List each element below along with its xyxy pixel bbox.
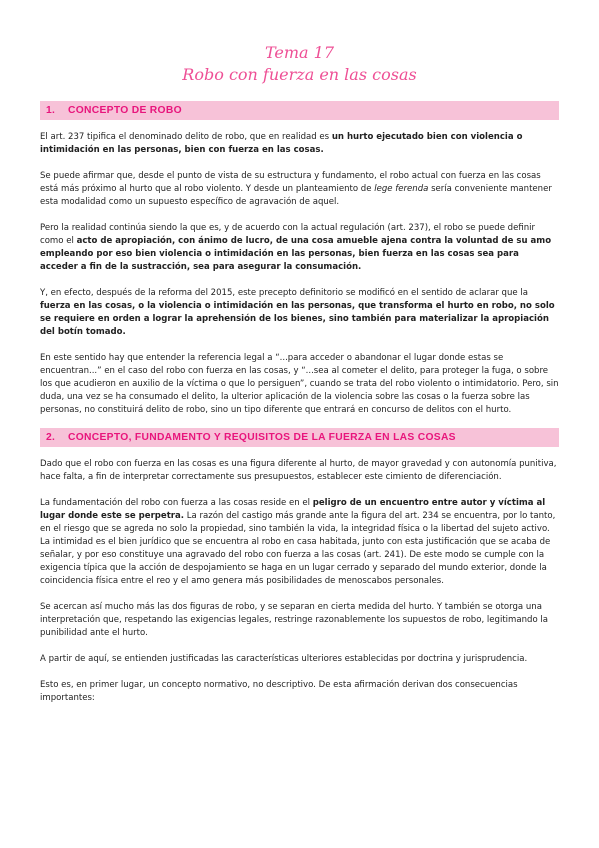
section-heading-2 — [40, 428, 559, 447]
paragraph-italic-text: lege ferenda — [374, 184, 429, 194]
paragraph-bold-text: un hurto ejecutado bien con violencia o intimidación en las personas, bien con fuerza en las cosas. — [40, 132, 523, 155]
paragraph-text: sería conveniente mantener esta modalidad como un supuesto específico de agravación de aquel. — [40, 184, 552, 207]
paragraph — [40, 497, 559, 588]
paragraph — [40, 170, 559, 209]
section-number: 2. — [46, 432, 56, 443]
paragraph-bold-text: peligro de un encuentro entre autor y víctima al lugar donde este se perpetra. — [40, 498, 546, 521]
paragraph-bold-text: acto de apropiación, con ánimo de lucro, de una cosa amueble ajena contra la voluntad de su amo empleando por eso bien violencia o intimidación en las personas, bien fuerza en las cosas sea para acceder a fin de la sustracción, sea para asegurar la consumación. — [40, 236, 552, 272]
paragraph — [40, 222, 559, 274]
paragraph-text: El art. 237 tipifica el denominado delito de robo, que en realidad es — [40, 132, 332, 142]
paragraph-text: La fundamentación del robo con fuerza a las cosas reside en el — [40, 498, 313, 508]
paragraph-text: La razón del castigo más grande ante la figura del art. 234 se encuentra, por lo tanto, en el riesgo que se agreda no solo la propiedad, sino también la vida, la integridad física o la libertad del sujeto activo. La intimidad es el bien jurídico que se encuentra al robo en casa habitada, junto con esta justificación que se acaba de señalar, y por eso constituye una agravado del robo con fuerza a las cosas (art. 241). De este modo se cumple con la exigencia típica que la acción de despojamiento se haga en un lugar cerrado y separado del mundo exterior, donde la coincidencia física entre el reo y el amo genera más posibilidades de menoscabos personales. — [40, 511, 556, 586]
paragraph: Esto es, en primer lugar, un concepto normativo, no descriptivo. De esta afirmación derivan dos consecuencias importantes: — [40, 680, 518, 703]
paragraph-text: Se puede afirmar que, desde el punto de vista de su estructura y fundamento, el robo actual con fuerza en las cosas está más próximo al hurto que al robo violento. Y desde un planteamiento de — [40, 171, 541, 194]
title-block — [40, 0, 559, 86]
paragraph-bold-text: fuerza en las cosas, o la violencia o intimidación en las personas, que transforma el hurto en robo, no solo se requiere en orden a lograr la aprehensión de los bienes, sino también para materializar la apropiación del botín tomado. — [40, 301, 555, 337]
section-heading-1 — [40, 101, 559, 120]
document-title: Robo con fuerza en las cosas — [182, 65, 417, 84]
paragraph: En este sentido hay que entender la referencia legal a “...para acceder o abandonar el lugar donde estas se encuentran...” en el caso del robo con fuerza en las cosas, y “...sea al cometer el delito, para proteger la fuga, o sobre los que acudieron en auxilio de la víctima o que lo persiguen”, cuando se trata del robo violento o intimidatorio. Pero, sin duda, una vez se ha consumado el delito, la ulterior aplicación de la violencia sobre las cosas o la fuerza sobre las personas, no constituirá delito de robo, sino un tipo diferente que entrará en concurso de delitos con el hurto. — [40, 353, 559, 415]
paragraph — [40, 287, 559, 339]
paragraph-text: Y, en efecto, después de la reforma del 2015, este precepto definitorio se modificó en el sentido de aclarar que la — [40, 288, 528, 298]
paragraph-text: Pero la realidad continúa siendo la que es, y de acuerdo con la actual regulación (art. 237), el robo se puede definir como el — [40, 223, 536, 246]
paragraph — [40, 131, 559, 157]
section-number: 1. — [46, 105, 56, 116]
paragraph: Se acercan así mucho más las dos figuras de robo, y se separan en cierta medida del hurto. Y también se otorga una interpretación que, respetando las exigencias legales, restringe razonablemente los supuestos de robo, legitimando la punibilidad ante el hurto. — [40, 602, 549, 638]
section-title: CONCEPTO, FUNDAMENTO Y REQUISITOS DE LA FUERZA EN LAS COSAS — [68, 432, 456, 443]
document-title-topic: Tema 17 — [264, 43, 335, 62]
section-title: CONCEPTO DE ROBO — [68, 105, 182, 116]
paragraph: Dado que el robo con fuerza en las cosas es una figura diferente al hurto, de mayor gravedad y con autonomía punitiva, hace falta, a fin de interpretar correctamente sus presupuestos, establecer este cimiento de diferenciación. — [40, 459, 557, 482]
paragraph: A partir de aquí, se entienden justificadas las características ulteriores establecidas por doctrina y jurisprudencia. — [40, 654, 528, 664]
